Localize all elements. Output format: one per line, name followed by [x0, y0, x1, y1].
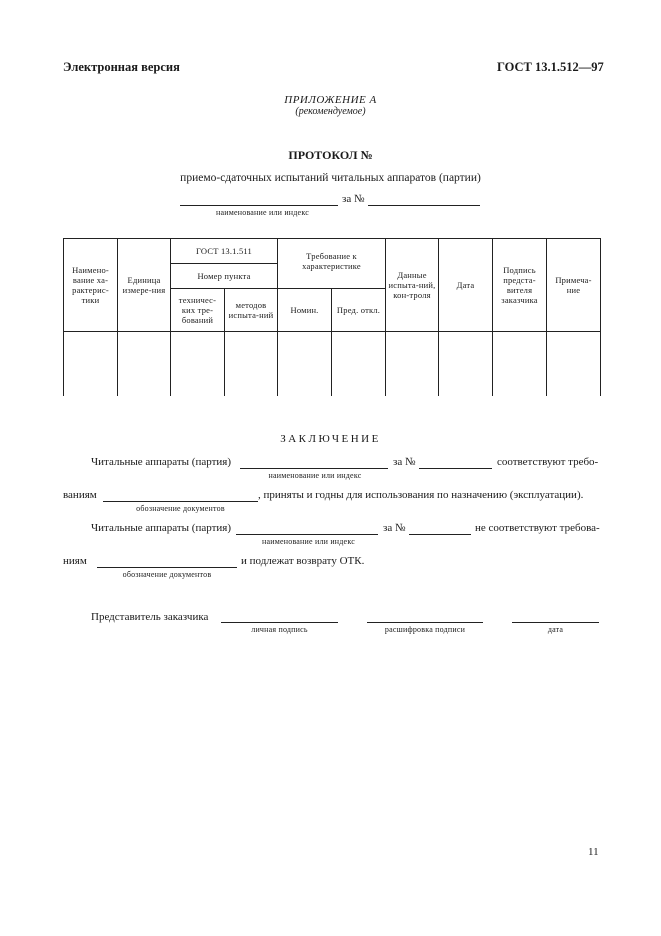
conclusion-line2-start: ваниям: [63, 489, 97, 501]
conclusion-line2-caption: обозначение документов: [136, 504, 225, 513]
protocol-za-no: за №: [342, 193, 365, 205]
signature-caption: личная подпись: [251, 625, 308, 634]
header-right: ГОСТ 13.1.512—97: [497, 60, 604, 74]
table-cell: [547, 332, 601, 397]
table-cell: [118, 332, 171, 397]
nominal-header: Номин.: [278, 289, 332, 332]
protocol-title: ПРОТОКОЛ №: [288, 148, 373, 162]
date-line: [512, 622, 599, 623]
conclusion-line1-number: [419, 468, 492, 469]
conclusion-line4-end: и подлежат возврату ОТК.: [241, 555, 365, 567]
protocol-subtitle: приемо-сдаточных испытаний читальных аппаратов (партии): [180, 172, 481, 184]
table-cell: [278, 332, 332, 397]
conclusion-line1-za: за №: [393, 456, 416, 468]
protocol-name-line: [180, 205, 338, 206]
conclusion-line3-blank: [236, 534, 378, 535]
conclusion-title: ЗАКЛЮЧЕНИЕ: [280, 433, 381, 445]
table-cell: [171, 332, 225, 397]
table-cell: [493, 332, 547, 397]
conclusion-line1-caption: наименование или индекс: [268, 471, 362, 480]
conclusion-line3-za: за №: [383, 522, 406, 534]
signature-line: [221, 622, 338, 623]
conclusion-line4-caption: обозначение документов: [122, 570, 212, 579]
appendix-subtitle: (рекомендуемое): [295, 106, 366, 117]
conclusion-line2-end: , приняты и годны для использования по назначению (эксплуатации).: [258, 489, 584, 501]
protocol-name-caption: наименование или индекс: [216, 208, 309, 217]
table-cell: [439, 332, 493, 397]
signature-header: Подпись предста-вителя заказчика: [493, 239, 547, 332]
test-data-header: Данные испыта-ний, кон-троля: [386, 239, 439, 332]
conclusion-line4-start: ниям: [63, 555, 87, 567]
table-cell: [332, 332, 386, 397]
deviation-header: Пред. откл.: [332, 289, 386, 332]
decode-caption: расшифровка подписи: [384, 625, 466, 634]
item-number-header: Номер пункта: [171, 264, 278, 289]
note-header: Примеча-ние: [547, 239, 601, 332]
conclusion-line3-number: [409, 534, 471, 535]
gost-ref-header: ГОСТ 13.1.511: [171, 239, 278, 264]
protocol-table: [63, 238, 601, 396]
conclusion-line3-caption: наименование или индекс: [262, 537, 355, 546]
conclusion-line2-blank: [103, 501, 258, 502]
conclusion-line1-end: соответствуют требо-: [497, 456, 599, 468]
conclusion-line4-blank: [97, 567, 237, 568]
header-left: Электронная версия: [63, 60, 180, 74]
conclusion-line1-blank: [240, 468, 388, 469]
date-caption: дата: [547, 625, 564, 634]
test-methods-header: методов испыта-ний: [225, 289, 278, 332]
appendix-title: ПРИЛОЖЕНИЕ А: [284, 94, 377, 106]
table-cell: [386, 332, 439, 397]
col-unit-header: Единица измере-ния: [118, 239, 171, 332]
tech-req-header: техничес-ких тре-бований: [171, 289, 225, 332]
conclusion-line1-start: Читальные аппараты (партия): [91, 456, 232, 468]
customer-representative-label: Представитель заказчика: [91, 611, 209, 623]
requirement-header: Требование к характеристике: [278, 239, 386, 289]
conclusion-line3-end: не соответствуют требова-: [475, 522, 600, 534]
col-name-header: Наимено-вание ха-рактерис-тики: [64, 239, 118, 332]
page-number: 11: [588, 846, 599, 858]
table-cell: [225, 332, 278, 397]
table-cell: [64, 332, 118, 397]
conclusion-line3-start: Читальные аппараты (партия): [91, 522, 232, 534]
protocol-number-line: [368, 205, 480, 206]
decode-line: [367, 622, 483, 623]
date-header: Дата: [439, 239, 493, 332]
